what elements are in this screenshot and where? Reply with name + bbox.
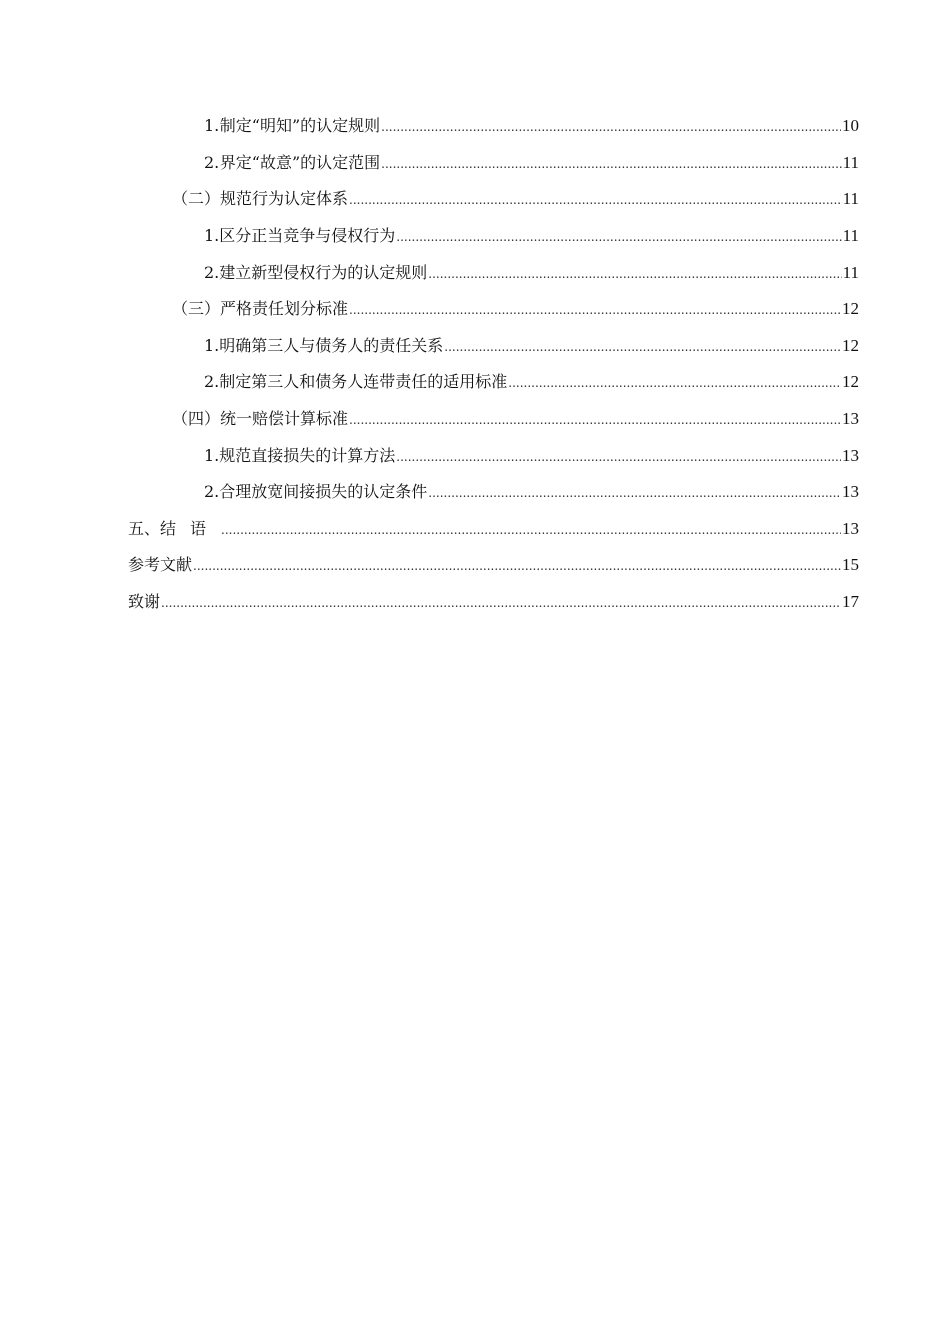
toc-entry-title: 规范直接损失的计算方法 (219, 445, 396, 465)
toc-leader-dots (444, 341, 841, 353)
toc-entry[interactable] (0, 547, 950, 584)
toc-entry[interactable] (0, 328, 950, 365)
toc-entry[interactable] (0, 291, 950, 328)
toc-entry-page: 13 (842, 482, 859, 502)
toc-leader-dots (349, 194, 842, 206)
toc-entry[interactable] (0, 218, 950, 255)
toc-leader-dots (381, 121, 841, 133)
toc-entry-number: 1. (204, 116, 220, 136)
toc-entry-title: 致谢 (128, 592, 161, 612)
toc-entry-number: （三） (172, 299, 221, 319)
toc-entry-page: 13 (842, 518, 859, 538)
toc-entry-title: 界定“故意”的认定范围 (219, 152, 381, 172)
toc-leader-dots (381, 158, 841, 170)
toc-leader-dots (221, 524, 841, 536)
toc-entry-page: 12 (842, 335, 859, 355)
toc-entry-number: 1. (204, 226, 220, 246)
toc-entry-page: 13 (842, 409, 859, 429)
toc-entry[interactable] (0, 511, 950, 548)
toc-leader-dots (349, 414, 841, 426)
toc-entry-title: 建立新型侵权行为的认定规则 (219, 262, 428, 282)
toc-entry-title: 明确第三人与债务人的责任关系 (219, 335, 444, 355)
toc-entry-number: 2. (204, 262, 220, 282)
toc-entry-page: 12 (842, 372, 859, 392)
toc-leader-dots (428, 487, 841, 499)
toc-entry-title: 区分正当竞争与侵权行为 (219, 226, 396, 246)
toc-entry-page: 13 (842, 445, 859, 465)
toc-entry-title: 结语 (160, 518, 221, 538)
toc-entry-title: 严格责任划分标准 (220, 299, 349, 319)
toc-entry[interactable] (0, 474, 950, 511)
toc-entry-number: 2. (204, 482, 220, 502)
toc-entry[interactable] (0, 364, 950, 401)
toc-leader-dots (508, 377, 841, 389)
toc-entry[interactable] (0, 181, 950, 218)
toc-entry-number: 2. (204, 152, 220, 172)
toc-entry-page: 11 (842, 189, 859, 209)
toc-entry-title: 合理放宽间接损失的认定条件 (219, 482, 428, 502)
toc-entry-page: 10 (842, 116, 859, 136)
toc-leader-dots (396, 231, 841, 243)
toc-entry-number: （四） (172, 409, 221, 429)
toc-entry[interactable] (0, 437, 950, 474)
toc-leader-dots (161, 597, 841, 609)
toc-entry-title: 规范行为认定体系 (220, 189, 349, 209)
toc-leader-dots (428, 268, 841, 280)
toc-entry[interactable] (0, 584, 950, 621)
toc-entry-title: 制定“明知”的认定规则 (219, 116, 381, 136)
toc-leader-dots (193, 560, 841, 572)
toc-entry-title: 统一赔偿计算标准 (220, 409, 349, 429)
toc-entry-page: 17 (842, 592, 859, 612)
toc-entry-page: 11 (842, 262, 859, 282)
toc-entry-number: 1. (204, 335, 220, 355)
toc-entry-page: 15 (842, 555, 859, 575)
toc-entry-title: 制定第三人和债务人连带责任的适用标准 (219, 372, 508, 392)
toc-entry-page: 11 (842, 226, 859, 246)
toc-entry-page: 12 (842, 299, 859, 319)
toc-leader-dots (349, 304, 841, 316)
table-of-contents (0, 108, 950, 620)
toc-entry[interactable] (0, 145, 950, 182)
toc-entry-page: 11 (842, 152, 859, 172)
toc-leader-dots (396, 451, 841, 463)
toc-entry-number: （二） (172, 189, 221, 209)
toc-entry[interactable] (0, 108, 950, 145)
toc-entry-number: 1. (204, 445, 220, 465)
toc-entry[interactable] (0, 254, 950, 291)
toc-entry-number: 五、 (128, 518, 161, 538)
toc-entry[interactable] (0, 401, 950, 438)
toc-entry-title: 参考文献 (128, 555, 193, 575)
toc-entry-number: 2. (204, 372, 220, 392)
